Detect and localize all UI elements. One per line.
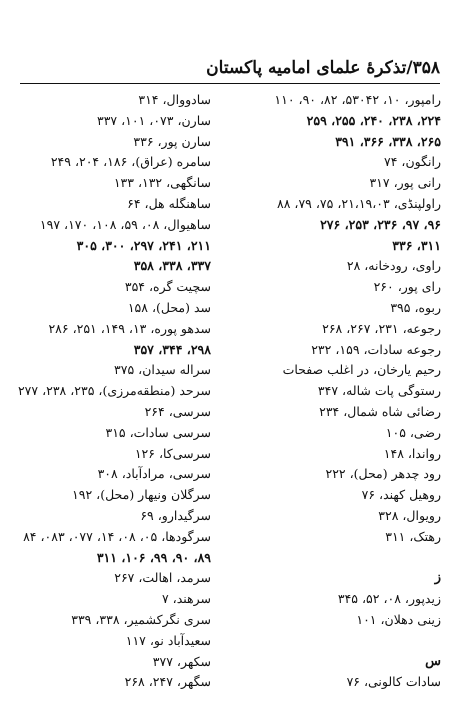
index-entry: سراله سیدان، ۳۷۵ (114, 362, 211, 378)
index-entry: رانی پور، ۳۱۷ (369, 175, 441, 191)
index-entry: سری نگرکشمیر، ۳۳۸، ۳۳۹ (71, 612, 211, 627)
index-entry: سرسی، ۲۶۴ (144, 404, 211, 419)
index-entry: سرهند، ۷ (161, 591, 211, 607)
section-letter: س (425, 653, 441, 669)
index-entry: سارن، ۰۷۳، ۱۰۱، ۳۳۷ (96, 112, 211, 128)
index-entry-continuation: ۳۱۱، ۳۳۶ (392, 237, 441, 253)
index-entry: رای پور، ۲۶۰ (373, 279, 441, 295)
index-entry: سرسی سادات، ۳۱۵ (105, 424, 211, 440)
page-number: ۳۵۸ (412, 58, 440, 78)
index-entry: رود چدهر (محل)، ۲۲۲ (325, 466, 441, 482)
book-title: تذکرهٔ علمای امامیه پاکستان (206, 58, 407, 78)
index-entry: رهتک، ۳۱۱ (385, 528, 441, 544)
running-header: ۳۵۸/تذکرهٔ علمای امامیه پاکستان (206, 58, 440, 78)
index-entry: رضائی شاه شمال، ۲۳۴ (319, 404, 441, 419)
index-entry: زینی دهلان، ۱۰۱ (356, 612, 441, 627)
index-entry-continuation: ۹۶، ۹۷، ۲۳۶، ۲۵۳، ۲۷۶ (320, 216, 441, 232)
index-entry: سرحد (منطقه‌مرزی)، ۲۳۵، ۲۳۸، ۲۷۷ (17, 383, 211, 399)
index-entry: رویوال، ۳۲۸ (378, 508, 441, 523)
index-entry: ساهنگله هل، ۶۴ (127, 196, 211, 211)
index-entry: سانگهی، ۱۳۲، ۱۳۳ (113, 175, 211, 191)
index-entry-continuation: ۲۱۱، ۲۴۱، ۲۹۷، ۳۰۰، ۳۰۵ (76, 237, 211, 253)
index-entry: سادووال، ۳۱۴ (138, 92, 211, 107)
section-letter: ز (434, 570, 441, 586)
index-entry: ساهیوال، ۰۸، ۵۹، ۱۰۸، ۱۷۰، ۱۹۷ (39, 216, 211, 232)
index-entry: رستوگی پات شاله، ۳۴۷ (317, 383, 441, 399)
index-entry-continuation: ۲۲۴، ۲۳۸، ۲۴۰، ۲۵۵، ۲۵۹ (306, 112, 441, 128)
index-entry: سرگودها، ۰۵، ۰۸، ۱۴، ۰۷۷، ۰۸۳، ۸۴ (23, 528, 211, 544)
index-entry: سامره (عراق)، ۱۸۶، ۲۰۴، ۲۴۹ (50, 154, 211, 170)
index-entry: سرگیدارو، ۶۹ (140, 508, 211, 523)
index-entry: راولپنڈی، ۲۱،۱۹،۰۳، ۷۵، ۷۹، ۸۸ (277, 196, 441, 211)
index-entry: ربوه، ۳۹۵ (390, 300, 441, 315)
index-entry: سرسی، مرادآباد، ۳۰۸ (97, 466, 211, 482)
index-entry: رجوعه، ۲۳۱، ۲۶۷، ۲۶۸ (322, 320, 441, 336)
index-entry: زیدپور، ۰۸، ۵۲، ۳۴۵ (337, 591, 441, 607)
header-rule (20, 83, 440, 84)
index-entry: رانگون، ۷۴ (384, 154, 441, 170)
index-entry: سرمد، اهالت، ۲۶۷ (114, 570, 211, 586)
index-entry: سد (محل)، ۱۵۸ (127, 300, 211, 315)
index-entry-continuation: ۲۶۵، ۳۳۸، ۳۶۶، ۳۹۱ (335, 133, 441, 149)
index-entry: رضی، ۱۰۵ (385, 424, 441, 440)
index-entry: رواندا، ۱۴۸ (383, 445, 441, 461)
index-entry: سدهو پوره، ۱۳، ۱۴۹، ۲۵۱، ۲۸۶ (48, 320, 211, 336)
index-entry-continuation: ۳۳۷، ۳۳۸، ۳۵۸ (133, 258, 211, 274)
index-entry: راوی، رودخانه، ۲۸ (346, 258, 441, 274)
index-entry: سعیدآباد نو، ۱۱۷ (125, 632, 211, 648)
index-entry: سکهر، ۳۷۷ (152, 653, 211, 669)
index-entry-continuation: ۸۹، ۹۰، ۹۹، ۱۰۶، ۳۱۱ (96, 549, 211, 565)
index-entry: رحیم یارخان، در اغلب صفحات (282, 362, 441, 378)
index-entry: رامپور، ۱۰، ۵۳۰۴۲، ۸۲، ۹۰، ۱۱۰ (274, 92, 441, 107)
index-entry: سرسی‌کا، ۱۲۶ (134, 445, 211, 461)
index-entry: سادات کالونی، ۷۶ (346, 674, 441, 690)
index-entry-continuation: ۲۹۸، ۳۴۴، ۳۵۷ (133, 341, 211, 357)
index-entry: سارن پور، ۳۳۶ (133, 133, 211, 149)
index-entry: رجوعه سادات، ۱۵۹، ۲۳۲ (311, 341, 441, 357)
index-entry: سگهر، ۲۴۷، ۲۶۸ (124, 674, 211, 690)
index-entry: سرگلان ونیهار (محل)، ۱۹۲ (72, 487, 211, 503)
index-entry: روهیل کهند، ۷۶ (361, 487, 441, 503)
index-entry: سچیت گره، ۳۵۴ (124, 279, 211, 295)
